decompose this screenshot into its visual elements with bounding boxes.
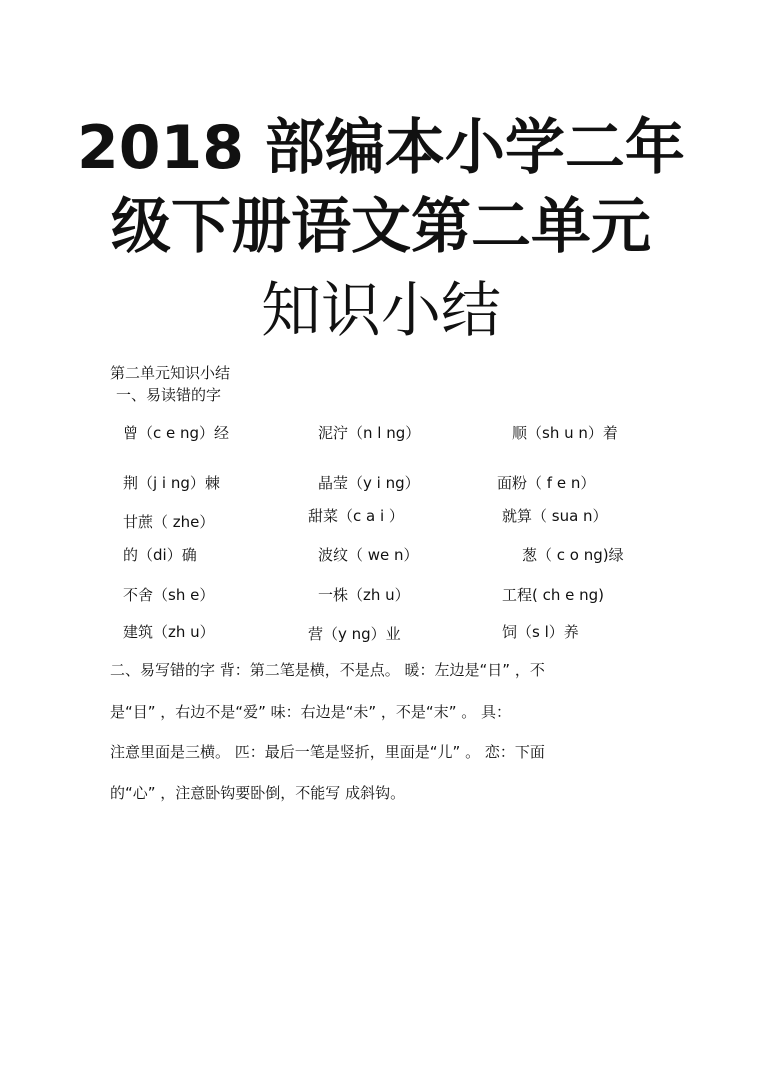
paragraph-line: 注意里面是三横。 匹：最后一笔是竖折，里面是“儿” 。 恋：下面 [110,743,545,761]
word-cell: 一株（zh u） [318,586,410,604]
word-cell: 建筑（zh u） [123,623,215,641]
word-cell: 葱（ c o ng)绿 [522,546,624,564]
word-cell: 工程( ch e ng) [502,586,605,604]
word-cell: 营（y ng）业 [308,625,401,643]
title-line-2: 级下册语文第二单元 [111,192,651,262]
title-line-3: 知识小结 [261,276,501,346]
word-cell: 的（di）确 [123,546,197,564]
word-cell: 甘蔗（ zhe） [123,513,215,531]
word-cell: 面粉（ f e n） [497,474,596,492]
word-cell: 波纹（ we n） [318,546,419,564]
word-cell: 顺（sh u n）着 [512,424,618,442]
word-cell: 泥泞（n l ng） [318,424,421,442]
word-cell: 饲（s l）养 [502,623,579,641]
paragraph-line: 是“目” ，右边不是“爱” 味：右边是“未” ，不是“末” 。 具： [110,703,512,721]
title-line-1: 2018 部编本小学二年 [77,113,685,183]
word-cell: 不舍（sh e） [123,586,215,604]
section-heading: 第二单元知识小结 [110,364,231,382]
paragraph-line: 二、易写错的字 背：第二笔是横，不是点。 暖：左边是“日” ，不 [110,661,545,679]
word-cell: 曾（c e ng）经 [123,424,230,442]
word-cell: 就算（ sua n） [502,507,608,525]
paragraph-line: 的“心” ，注意卧钩要卧倒，不能写 成斜钩。 [110,784,406,802]
word-cell: 荆（j i ng）棘 [123,474,220,492]
word-cell: 晶莹（y i ng） [318,474,420,492]
word-cell: 甜菜（c a i ） [308,507,404,525]
part1-heading: 一、易读错的字 [116,386,222,404]
